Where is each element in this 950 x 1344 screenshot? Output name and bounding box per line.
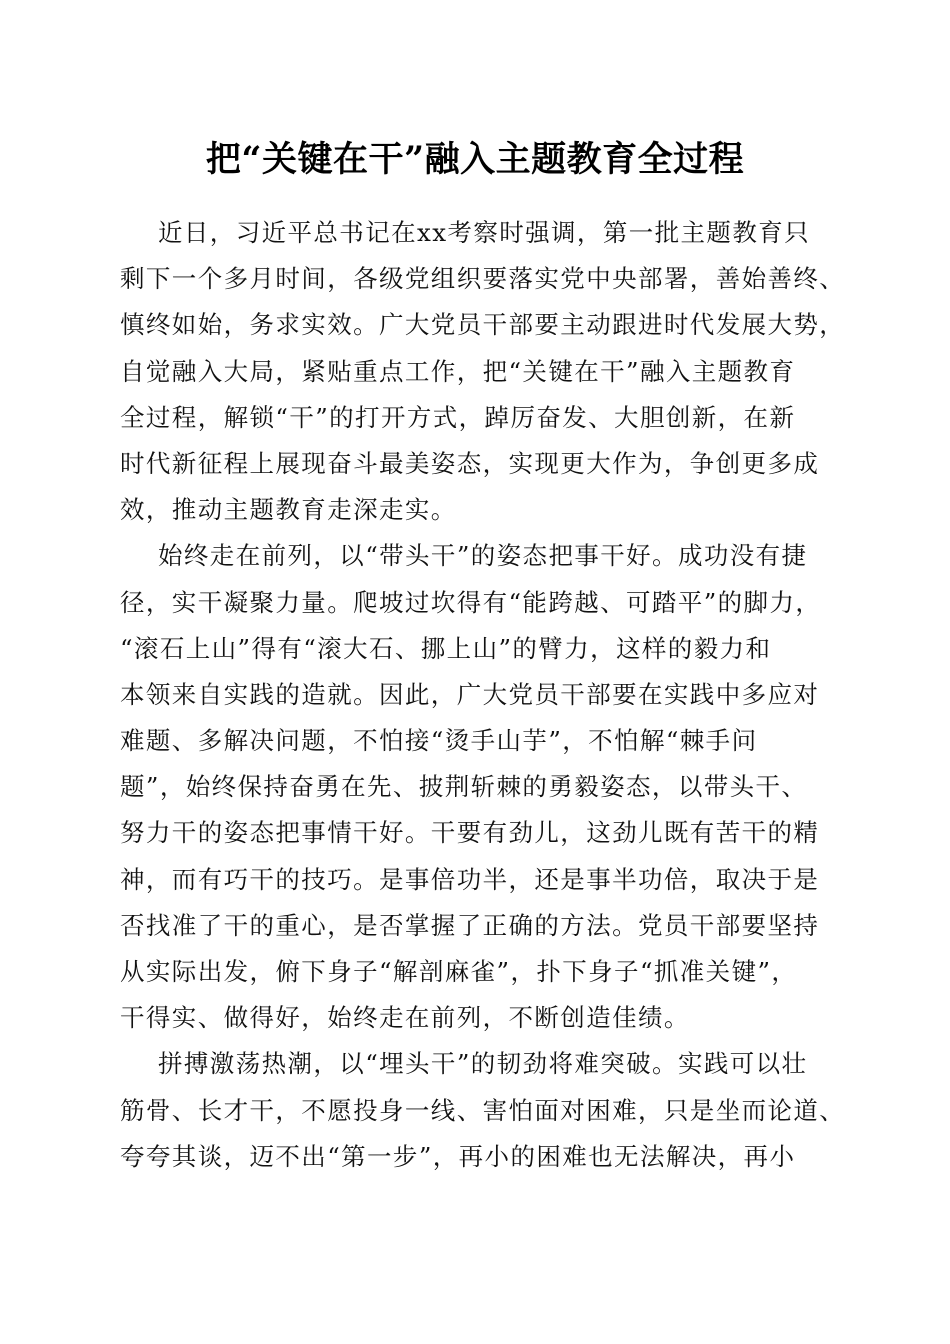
paragraph-line: 剩下一个多月时间，各级党组织要落实党中央部署，善始善终、: [120, 264, 846, 294]
paragraph-line: 否找准了干的重心，是否掌握了正确的方法。党员干部要坚持: [120, 910, 820, 940]
paragraph-line: 径，实干凝聚力量。爬坡过坎得有“能跨越、可踏平”的脚力，: [120, 587, 822, 617]
paragraph-line: 努力干的姿态把事情干好。干要有劲儿，这劲儿既有苦干的精: [120, 818, 820, 848]
paragraph-line: “滚石上山”得有“滚大石、挪上山”的臂力，这样的毅力和: [120, 633, 772, 663]
paragraph-line: 干得实、做得好，始终走在前列，不断创造佳绩。: [120, 1003, 690, 1033]
paragraph-line: 从实际出发，俯下身子“解剖麻雀”，扑下身子“抓准关键”，: [120, 957, 798, 986]
paragraph-line: 始终走在前列，以“带头干”的姿态把事干好。成功没有捷: [158, 541, 808, 571]
paragraph-line: 筋骨、长才干，不愿投身一线、害怕面对困难，只是坐而论道、: [120, 1095, 846, 1125]
paragraph-line: 效，推动主题教育走深走实。: [120, 495, 457, 525]
paragraph-line: 全过程，解锁“干”的打开方式，踔厉奋发、大胆创新，在新: [120, 402, 796, 432]
document-title: 把“关键在干”融入主题教育全过程: [205, 139, 745, 180]
paragraph-line: 拼搏激荡热潮，以“埋头干”的韧劲将难突破。实践可以壮: [158, 1049, 808, 1079]
paragraph-line: 神，而有巧干的技巧。是事倍功半，还是事半功倍，取决于是: [120, 864, 820, 894]
paragraph-line: 本领来自实践的造就。因此，广大党员干部要在实践中多应对: [120, 679, 820, 709]
paragraph-line: 夸夸其谈，迈不出“第一步”，再小的困难也无法解决，再小: [120, 1141, 796, 1171]
paragraph-line: 近日，习近平总书记在xx考察时强调，第一批主题教育只: [158, 218, 811, 247]
paragraph-line: 难题、多解决问题，不怕接“烫手山芋”，不怕解“棘手问: [120, 726, 758, 756]
paragraph-line: 慎终如始，务求实效。广大党员干部要主动跟进时代发展大势，: [120, 310, 846, 340]
paragraph-line: 时代新征程上展现奋斗最美姿态，实现更大作为，争创更多成: [120, 448, 820, 478]
paragraph-line: 题”，始终保持奋勇在先、披荆斩棘的勇毅姿态，以带头干、: [120, 772, 808, 802]
document-body: [120, 210, 846, 1180]
paragraph-line: 自觉融入大局，紧贴重点工作，把“关键在干”融入主题教育: [120, 356, 796, 386]
